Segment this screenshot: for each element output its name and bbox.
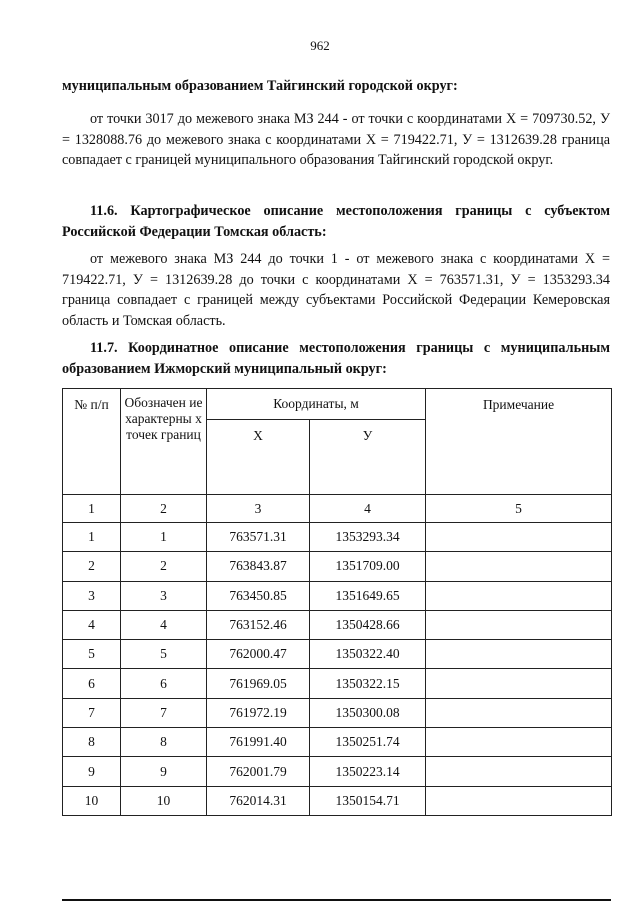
cell-num: 7	[63, 698, 121, 727]
column-number: 5	[426, 495, 612, 523]
cell-x: 763843.87	[207, 552, 310, 581]
cell-point: 2	[121, 552, 207, 581]
cell-point: 8	[121, 728, 207, 757]
cell-note	[426, 786, 612, 815]
cell-num: 3	[63, 581, 121, 610]
header-note: Примечание	[426, 389, 612, 495]
section-11-6-heading: 11.6. Картографическое описание местоположения границы с субъектом Российской Федерации Томская область:	[62, 203, 610, 240]
table-row	[63, 610, 612, 639]
column-number: 4	[310, 495, 426, 523]
cell-x: 762014.31	[207, 786, 310, 815]
cell-note	[426, 640, 612, 669]
table-row	[63, 786, 612, 815]
cell-num: 9	[63, 757, 121, 786]
cell-point: 3	[121, 581, 207, 610]
cell-num: 4	[63, 610, 121, 639]
cell-y: 1353293.34	[310, 523, 426, 552]
cell-x: 763152.46	[207, 610, 310, 639]
coordinates-table	[62, 388, 612, 816]
cell-y: 1350251.74	[310, 728, 426, 757]
cell-num: 1	[63, 523, 121, 552]
section-11-6-paragraph: от межевого знака МЗ 244 до точки 1 - от межевого знака с координатами Х = 719422.71, У = 1312639.28 до точки с координатами Х = 763571.31, У = 1353293.34 граница совпадает с границей между субъектами Российской Федерации Кемеровская область и Томская область.	[62, 251, 610, 329]
cell-x: 762000.47	[207, 640, 310, 669]
cell-point: 5	[121, 640, 207, 669]
cell-note	[426, 552, 612, 581]
cell-point: 6	[121, 669, 207, 698]
cell-num: 8	[63, 728, 121, 757]
cell-note	[426, 698, 612, 727]
cell-x: 761972.19	[207, 698, 310, 727]
cell-x: 763571.31	[207, 523, 310, 552]
cell-y: 1350322.40	[310, 640, 426, 669]
cell-y: 1351649.65	[310, 581, 426, 610]
cell-num: 5	[63, 640, 121, 669]
cell-note	[426, 757, 612, 786]
header-num: № п/п	[63, 389, 121, 495]
table-row	[63, 669, 612, 698]
header-y: У	[310, 420, 426, 495]
cell-y: 1350300.08	[310, 698, 426, 727]
cell-y: 1350154.71	[310, 786, 426, 815]
column-number: 2	[121, 495, 207, 523]
table-row	[63, 728, 612, 757]
header-x: Х	[207, 420, 310, 495]
cell-y: 1350322.15	[310, 669, 426, 698]
cell-x: 761969.05	[207, 669, 310, 698]
cell-note	[426, 523, 612, 552]
cell-note	[426, 610, 612, 639]
cell-num: 6	[63, 669, 121, 698]
cell-num: 2	[63, 552, 121, 581]
section-11-7-heading: 11.7. Координатное описание местоположения границы с муниципальным образованием Ижморский муниципальный округ:	[62, 340, 610, 377]
cell-point: 4	[121, 610, 207, 639]
cell-point: 1	[121, 523, 207, 552]
column-number: 1	[63, 495, 121, 523]
intro-paragraph: от точки 3017 до межевого знака МЗ 244 - от точки с координатами Х = 709730.52, У = 1328088.76 до межевого знака с координатами Х = 719422.71, У = 1312639.28 граница совпадает с границей муниципального образования Тайгинский городской округ.	[62, 111, 610, 168]
column-number: 3	[207, 495, 310, 523]
table-row	[63, 757, 612, 786]
cell-note	[426, 669, 612, 698]
header-designation: Обозначен ие характерны х точек границ	[121, 389, 207, 495]
table-row	[63, 698, 612, 727]
cell-y: 1350223.14	[310, 757, 426, 786]
header-coordinates: Координаты, м	[207, 389, 426, 420]
page-number: 962	[310, 38, 330, 53]
table-row	[63, 640, 612, 669]
cell-num: 10	[63, 786, 121, 815]
cell-point: 9	[121, 757, 207, 786]
cell-x: 761991.40	[207, 728, 310, 757]
cell-note	[426, 728, 612, 757]
table-row	[63, 523, 612, 552]
cell-point: 7	[121, 698, 207, 727]
intro-heading: муниципальным образованием Тайгинский городской округ:	[62, 78, 458, 94]
cell-x: 763450.85	[207, 581, 310, 610]
cell-x: 762001.79	[207, 757, 310, 786]
table-row	[63, 552, 612, 581]
cell-note	[426, 581, 612, 610]
cell-point: 10	[121, 786, 207, 815]
cell-y: 1350428.66	[310, 610, 426, 639]
cell-y: 1351709.00	[310, 552, 426, 581]
table-row	[63, 581, 612, 610]
footer-divider	[62, 899, 611, 901]
